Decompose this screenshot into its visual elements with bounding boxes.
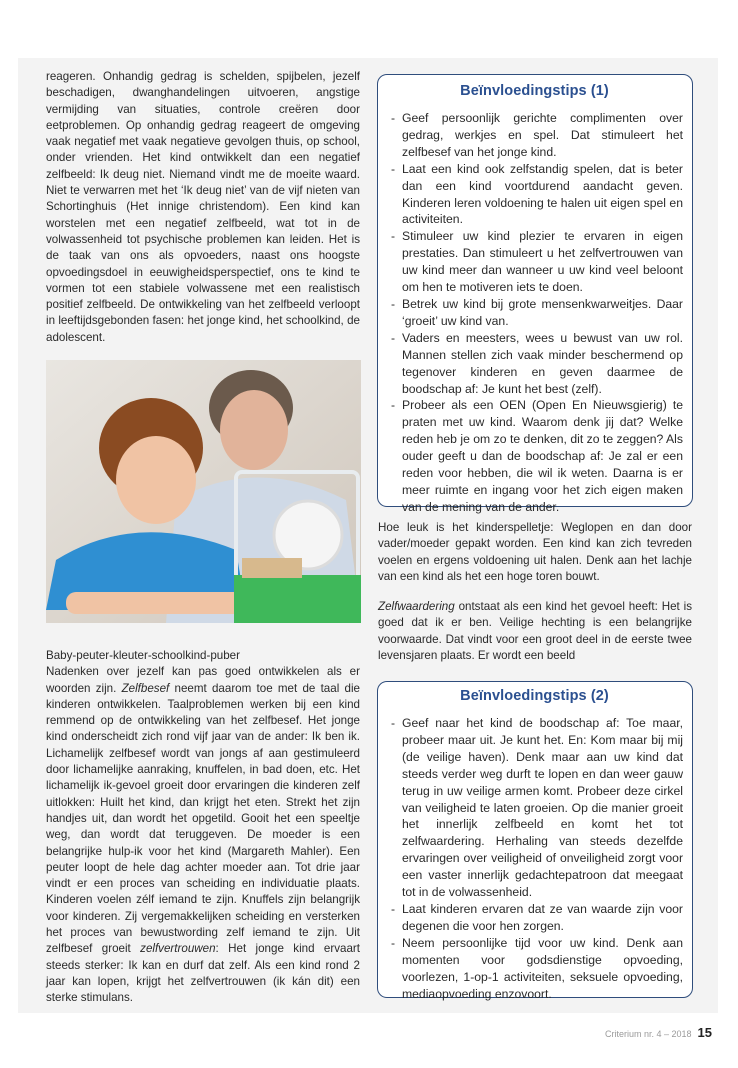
tip-text: Neem persoonlijke tijd voor uw kind. Denk aan momenten voor godsdienstige opvoeding, voorlezen, 1-op-1 activiteiten, seksuele opvoeding, mediaopvoeding enzovoort.: [402, 935, 683, 1001]
tip-text: Laat kinderen ervaren dat ze van waarde zijn voor degenen die voor hen zorgen.: [402, 901, 683, 933]
left-column-text: [46, 69, 360, 346]
tip-item: [386, 296, 683, 330]
right-column-text-1: [378, 520, 692, 585]
dash-bullet: -: [391, 161, 396, 176]
right-column-text-2: [378, 599, 692, 664]
footer-source: Criterium nr. 4 – 2018: [604, 1029, 692, 1039]
tip-text: Vaders en meesters, wees u bewust van uw rol. Mannen stellen zich vaak minder beschermend op tegenover kinderen en geven daarmee de boodschap af: Je kunt het best (zelf).: [402, 330, 683, 396]
term-zelfvertrouwen: zelfvertrouwen: [140, 942, 216, 956]
left-column-text-2: [46, 648, 360, 1007]
term-zelfwaardering: Zelfwaardering: [378, 600, 455, 613]
tip-text: Betrek uw kind bij grote mensenkwarweitjes. Daar ‘groeit’ uw kind van.: [402, 296, 683, 328]
text-run: ontstaat als een kind het gevoel heeft: Het is goed dat ik er ben. Veilige hechting is een belangrijke voorwaarde. Dat vindt voor een groot deel in de eerste twee levensjaren plaats. Er wordt een beeld: [378, 600, 692, 662]
paragraph-zelfbesef: [46, 664, 360, 1006]
tip-item: [386, 715, 683, 901]
tips-list-1: [386, 110, 683, 516]
dash-bullet: -: [391, 111, 396, 125]
tips-box-1: [377, 74, 693, 514]
tips-list-2: [386, 715, 683, 1002]
tip-item: [386, 935, 683, 1003]
text-run: Nadenken over jezelf kan pas goed ontwikkelen als er woorden zijn.: [46, 665, 360, 695]
photo-father-child-hamster-cage: [46, 360, 361, 623]
tip-text: Laat een kind ook zelfstandig spelen, dat is beter dan een kind voortdurend aandacht geven. Kinderen leren voldoening te halen uit eigen spel en activiteiten.: [402, 161, 683, 227]
paragraph-intro: reageren. Onhandig gedrag is schelden, spijbelen, jezelf beschadigen, dwanghandelingen uitvoeren, angstige vermijding van situaties, controle creëren door eetproblemen. Op onhandig gedrag reageert de omgeving vaak negatief met vaak negatieve gevolgen thuis, op school, onder vrienden. Het kind ontwikkelt dan een negatief zelfbeeld: Ik deug niet. Niemand vindt me de moeite waard. Niet te verwarren met het ‘Ik deug niet’ van de vijf nieten van Schortinghuis (Het innige christendom). Een kind kan worstelen met een negatief zelfbeeld, wat tot in de volwassenheid tot psychische problemen kan leiden. Het is de taak van ons als opvoeders, naast ons hoogste opvoedingsdoel in eeuwigheidsperspectief, ons te kind te vormen tot een stabiele volwassene met een realistisch positief zelfbeeld. De ontwikkeling van het zelfbeeld verloopt in leeftijdsgebonden fasen: het jonge kind, het schoolkind, de adolescent.: [46, 70, 360, 344]
tip-item: [386, 330, 683, 398]
dash-bullet: -: [391, 398, 396, 413]
section-caption: Baby-peuter-kleuter-schoolkind-puber: [46, 649, 240, 662]
paragraph-kinderspelletje: Hoe leuk is het kinderspelletje: Weglopen en dan door vader/moeder gepakt worden. Een kind kan zich tevreden voelen en ergens voldoening uit halen. Denk aan het lachje van een kind als het een hoge toren bouwt.: [378, 521, 692, 583]
tips-title-2: Beïnvloedingstips (2): [460, 688, 609, 704]
tip-text: Stimuleer uw kind plezier te ervaren in eigen prestaties. Dan stimuleert u het zelfvertrouwen van uw kind meer dan wanneer u uw kind veel beloont om hen te motiveren iets te doen.: [402, 229, 683, 295]
dash-bullet: -: [391, 296, 396, 311]
text-run: neemt daarom toe met de taal die kinderen ontwikkelen. Taalproblemen werken bij een kind remmend op de ontwikkeling van het zelfbesef. Het jonge kind onderscheidt zich rond vijf jaar van de ander: Ik ben ik. Lichamelijk zelfbesef wordt van jongs af aan gestimuleerd door lichamelijke aanraking, knuffelen, in bad doen, etc. Het lichamelijk ik-gevoel groeit door ervaringen die kinderen zelf uitlokken: Huilt het kind, dan krijgt het eten. Strekt het zijn handjes uit, dan wordt het opgetild. Gooit het een speeltje weg, dan wordt dat teruggeven. De moeder is een belangrijke hulp-ik voor het kind (Margareth Mahler). Een peuter loopt de hele dag achter moeder aan. Tot drie jaar vindt er een proces van scheiding en individuatie plaats. Kinderen voelen zélf iemand te zijn. Knuffels zijn belangrijk voor kinderen. Zij vergemakkelijken scheiding en versterken het proces van bewustwording zelf iemand te zijn. Uit zelfbesef groeit: [46, 681, 360, 956]
tip-item: [386, 397, 683, 515]
tip-item: [386, 161, 683, 229]
dash-bullet: -: [391, 330, 396, 345]
text-run: : Het jonge kind ervaart steeds sterker: Ik kan en durf dat zelf. Als een kind rond 2 jaar kan lopen, krijgt het zelfvertrouwen (ik kán dit) een sterke stimulans.: [46, 942, 360, 1005]
paragraph-zelfwaardering: [378, 599, 692, 664]
page-footer: [605, 1025, 712, 1040]
tip-item: [386, 901, 683, 935]
term-zelfbesef: Zelfbesef: [121, 681, 170, 695]
photo-illustration: [46, 360, 361, 623]
tip-text: Probeer als een OEN (Open En Nieuwsgierig) te praten met uw kind. Waarom denk jij dat? Welke reden heb je om zo te denken, dit zo te zeggen? Als ouder geeft u dan de boodschap af: Je zal er een reden voor hebben, die wil ik weten. Daarna is er meer ruimte en ingang voor het zich eigen maken van de mening van de ander.: [402, 398, 683, 514]
tips-box-2: [377, 681, 693, 1001]
tip-item: [386, 228, 683, 296]
tip-item: [386, 110, 683, 161]
tip-text: Geef persoonlijk gerichte complimenten over gedrag, werkjes en spel. Dat stimuleert het zelfbesef van het jonge kind.: [402, 111, 683, 159]
dash-bullet: -: [391, 901, 396, 916]
dash-bullet: -: [391, 935, 396, 950]
dash-bullet: -: [391, 229, 396, 244]
tips-title-1: Beïnvloedingstips (1): [460, 83, 609, 99]
dash-bullet: -: [391, 716, 396, 730]
tip-text: Geef naar het kind de boodschap af: Toe maar, probeer maar uit. Je kunt het. En: Kom maar bij mij (de veilige haven). Denk maar aan uw kind dat steeds verder weg durft te lopen en dan weer gauw terug in uw veilige armen komt. Probeer deze cirkel van veiligheid te laten groeien. Op die manier groeit het innerlijk zelfbeeld en komt het tot zelfwaardering. Herhaling van steeds dezelfde ervaringen over veiligheid of onveiligheid zorgt voor een vaster innerlijk gedachtepatroon dat meegaat tot in de volwassenheid.: [402, 716, 683, 900]
page-number: 15: [697, 1025, 712, 1040]
